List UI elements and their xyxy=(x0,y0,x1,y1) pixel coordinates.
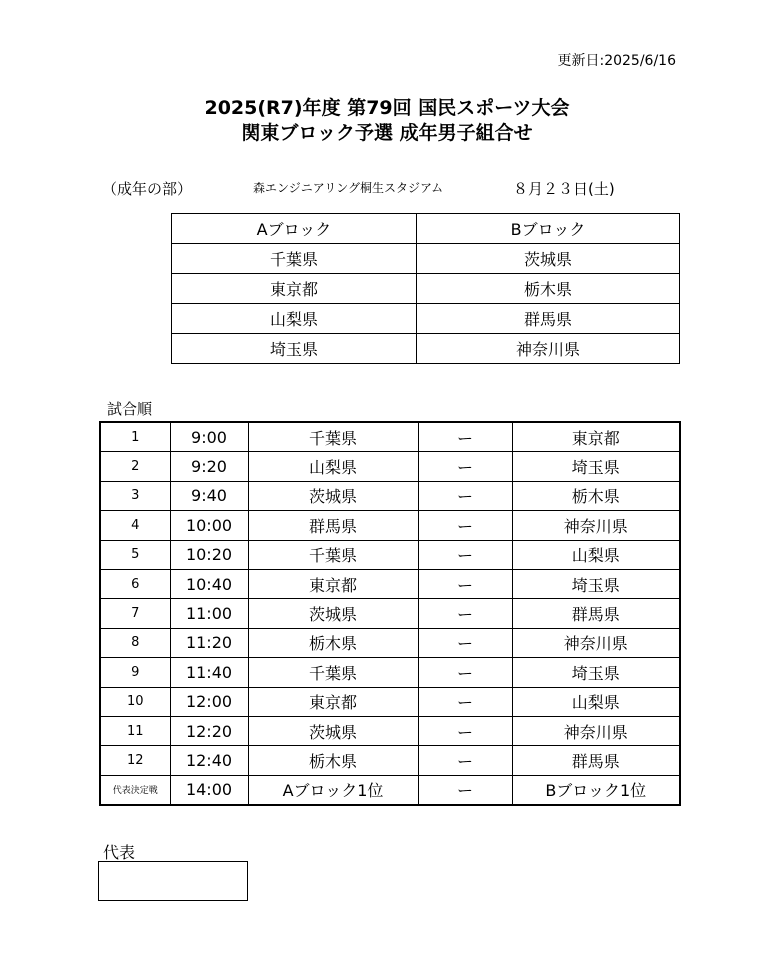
venue-label: 森エンジニアリング桐生スタジアム xyxy=(253,181,444,195)
match-home-team: 栃木県 xyxy=(248,746,418,775)
match-away-team: 埼玉県 xyxy=(512,658,680,687)
match-away-team: 神奈川県 xyxy=(512,628,680,657)
match-separator: ー xyxy=(418,422,512,452)
match-number: 11 xyxy=(100,716,170,745)
block-a-team: 東京都 xyxy=(172,274,417,304)
representative-label: 代表 xyxy=(103,843,136,862)
match-time: 9:20 xyxy=(170,452,248,481)
match-away-team: 東京都 xyxy=(512,422,680,452)
match-row xyxy=(100,452,680,481)
match-number: 7 xyxy=(100,599,170,628)
match-separator: ー xyxy=(418,540,512,569)
match-separator: ー xyxy=(418,628,512,657)
match-number: 12 xyxy=(100,746,170,775)
match-number: 代表決定戦 xyxy=(100,775,170,805)
match-time: 12:40 xyxy=(170,746,248,775)
match-time: 9:00 xyxy=(170,422,248,452)
match-away-team: 群馬県 xyxy=(512,599,680,628)
match-number: 2 xyxy=(100,452,170,481)
match-home-team: 千葉県 xyxy=(248,422,418,452)
match-home-team: Aブロック1位 xyxy=(248,775,418,805)
block-a-team: 千葉県 xyxy=(172,244,417,274)
match-time: 14:00 xyxy=(170,775,248,805)
block-a-header: Aブロック xyxy=(172,214,417,244)
division-label: （成年の部） xyxy=(102,180,193,198)
match-number: 1 xyxy=(100,422,170,452)
date-label: ８月２３日(土) xyxy=(513,180,615,198)
match-home-team: 山梨県 xyxy=(248,452,418,481)
schedule-table xyxy=(99,421,681,806)
match-time: 11:40 xyxy=(170,658,248,687)
block-b-team: 茨城県 xyxy=(417,244,680,274)
block-table xyxy=(171,213,680,364)
match-number: 8 xyxy=(100,628,170,657)
match-home-team: 千葉県 xyxy=(248,658,418,687)
match-separator: ー xyxy=(418,511,512,540)
match-number: 4 xyxy=(100,511,170,540)
match-row xyxy=(100,599,680,628)
match-away-team: 神奈川県 xyxy=(512,511,680,540)
match-home-team: 茨城県 xyxy=(248,716,418,745)
match-row xyxy=(100,628,680,657)
match-away-team: 群馬県 xyxy=(512,746,680,775)
match-separator: ー xyxy=(418,569,512,598)
match-time: 10:40 xyxy=(170,569,248,598)
block-header-row xyxy=(172,214,680,244)
match-home-team: 栃木県 xyxy=(248,628,418,657)
match-away-team: 栃木県 xyxy=(512,481,680,510)
block-b-team: 群馬県 xyxy=(417,304,680,334)
match-row xyxy=(100,687,680,716)
match-separator: ー xyxy=(418,687,512,716)
match-home-team: 群馬県 xyxy=(248,511,418,540)
match-row xyxy=(100,746,680,775)
match-away-team: 神奈川県 xyxy=(512,716,680,745)
match-row xyxy=(100,569,680,598)
match-away-team: 埼玉県 xyxy=(512,452,680,481)
representative-box xyxy=(98,861,248,901)
match-time: 11:00 xyxy=(170,599,248,628)
match-time: 12:20 xyxy=(170,716,248,745)
match-separator: ー xyxy=(418,599,512,628)
block-b-team: 神奈川県 xyxy=(417,334,680,364)
match-time: 11:20 xyxy=(170,628,248,657)
page-title: 2025(R7)年度 第79回 国民スポーツ大会 xyxy=(204,97,570,119)
match-row xyxy=(100,540,680,569)
block-row xyxy=(172,244,680,274)
match-home-team: 茨城県 xyxy=(248,599,418,628)
match-separator: ー xyxy=(418,481,512,510)
match-row xyxy=(100,658,680,687)
match-separator: ー xyxy=(418,775,512,805)
match-time: 10:00 xyxy=(170,511,248,540)
match-home-team: 東京都 xyxy=(248,569,418,598)
update-date: 更新日:2025/6/16 xyxy=(557,53,676,69)
match-order-label: 試合順 xyxy=(107,400,153,418)
match-row xyxy=(100,422,680,452)
match-separator: ー xyxy=(418,746,512,775)
match-time: 9:40 xyxy=(170,481,248,510)
match-home-team: 千葉県 xyxy=(248,540,418,569)
block-a-team: 埼玉県 xyxy=(172,334,417,364)
match-time: 10:20 xyxy=(170,540,248,569)
match-away-team: 埼玉県 xyxy=(512,569,680,598)
block-row xyxy=(172,304,680,334)
block-row xyxy=(172,334,680,364)
block-b-header: Bブロック xyxy=(417,214,680,244)
match-number: 3 xyxy=(100,481,170,510)
match-row xyxy=(100,716,680,745)
match-away-team: 山梨県 xyxy=(512,540,680,569)
match-away-team: 山梨県 xyxy=(512,687,680,716)
match-time: 12:00 xyxy=(170,687,248,716)
match-separator: ー xyxy=(418,658,512,687)
match-row xyxy=(100,511,680,540)
match-separator: ー xyxy=(418,452,512,481)
match-home-team: 東京都 xyxy=(248,687,418,716)
block-row xyxy=(172,274,680,304)
match-row xyxy=(100,775,680,805)
match-number: 5 xyxy=(100,540,170,569)
page-subtitle: 関東ブロック予選 成年男子組合せ xyxy=(241,122,533,144)
match-separator: ー xyxy=(418,716,512,745)
match-away-team: Bブロック1位 xyxy=(512,775,680,805)
match-home-team: 茨城県 xyxy=(248,481,418,510)
match-number: 9 xyxy=(100,658,170,687)
block-b-team: 栃木県 xyxy=(417,274,680,304)
match-number: 6 xyxy=(100,569,170,598)
match-row xyxy=(100,481,680,510)
block-a-team: 山梨県 xyxy=(172,304,417,334)
match-number: 10 xyxy=(100,687,170,716)
